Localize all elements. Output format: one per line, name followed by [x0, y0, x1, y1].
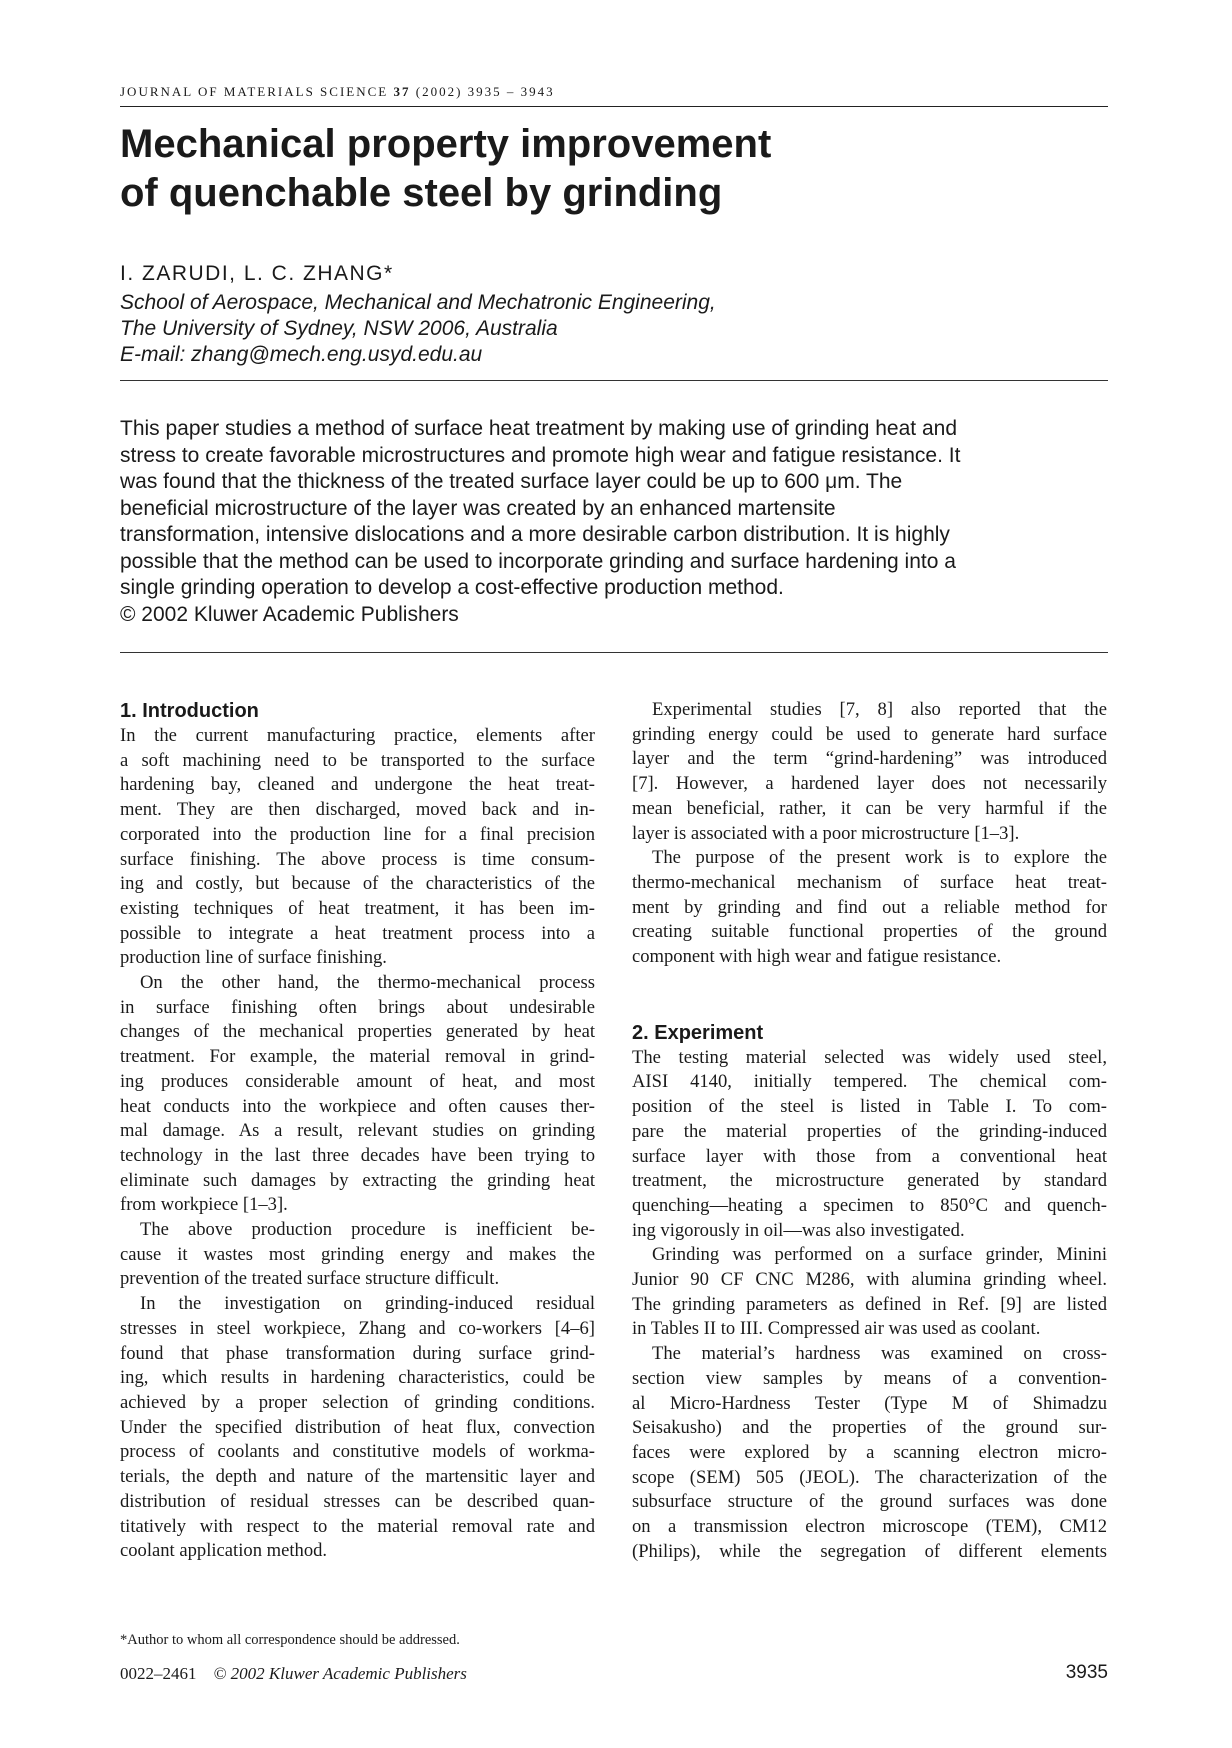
- body-line: position of the steel is listed in Table I. To com-: [632, 1096, 1107, 1118]
- body-line: eliminate such damages by extracting the grinding heat: [120, 1169, 595, 1191]
- body-line: ing vigorously in oil—was also investigated.: [632, 1219, 965, 1241]
- body-line: ment. They are then discharged, moved back and in-: [120, 799, 595, 821]
- body-line: layer is associated with a poor microstructure [1–3].: [632, 822, 1020, 844]
- body-line: prevention of the treated surface structure difficult.: [120, 1268, 500, 1290]
- body-line: In the current manufacturing practice, elements after: [120, 725, 595, 746]
- body-line: quenching—heating a specimen to 850°C and quench-: [632, 1194, 1107, 1216]
- title-line-2: of quenchable steel by grinding: [120, 171, 723, 215]
- body-line: distribution of residual stresses can be described quan-: [120, 1490, 595, 1512]
- body-line: a soft machining need to be transported to the surface: [120, 749, 595, 771]
- abstract-line: beneficial microstructure of the layer was created by an enhanced martensite: [120, 496, 836, 520]
- body-line: treatment. For example, the material removal in grind-: [120, 1046, 595, 1068]
- footer-copyright: © 2002 Kluwer Academic Publishers: [213, 1664, 467, 1683]
- body-line: The material’s hardness was examined on cross-: [652, 1343, 1107, 1365]
- abstract-copyright: © 2002 Kluwer Academic Publishers: [120, 602, 459, 626]
- body-line: grinding energy could be used to generate hard surface: [632, 723, 1107, 745]
- body-line: cause it wastes most grinding energy and makes the: [120, 1243, 595, 1265]
- affiliation: [120, 290, 716, 368]
- body-line: treatment, the microstructure generated by standard: [632, 1170, 1107, 1192]
- body-line: thermo-mechanical mechanism of surface heat treat-: [632, 871, 1107, 893]
- affiliation-line-1: School of Aerospace, Mechanical and Mechatronic Engineering,: [120, 291, 716, 314]
- body-line: heat conducts into the workpiece and often causes ther-: [120, 1095, 595, 1117]
- body-line: from workpiece [1–3].: [120, 1194, 288, 1216]
- body-line: changes of the mechanical properties generated by heat: [120, 1021, 595, 1043]
- abstract-line: possible that the method can be used to incorporate grinding and surface hardening into a: [120, 549, 956, 573]
- journal-header: [120, 84, 555, 100]
- body-line: ment by grinding and find out a reliable method for: [632, 896, 1107, 918]
- body-line: [7]. However, a hardened layer does not necessarily: [632, 773, 1107, 795]
- authors: I. ZARUDI, L. C. ZHANG*: [120, 262, 394, 285]
- footnote: *Author to whom all correspondence should be addressed.: [120, 1632, 460, 1648]
- body-line: mal damage. As a result, relevant studies on grinding: [120, 1120, 595, 1142]
- body-line: production line of surface finishing.: [120, 947, 387, 969]
- section-heading-introduction: 1. Introduction: [120, 700, 259, 722]
- journal-volume: 37: [393, 84, 411, 99]
- page-number: 3935: [1065, 1662, 1108, 1683]
- body-line: in surface finishing often brings about undesirable: [120, 996, 595, 1018]
- body-line: pare the material properties of the grinding-induced: [632, 1120, 1107, 1142]
- body-line: component with high wear and fatigue resistance.: [632, 946, 1002, 968]
- body-line: scope (SEM) 505 (JEOL). The characterization of the: [632, 1466, 1107, 1488]
- body-line: existing techniques of heat treatment, it has been im-: [120, 897, 595, 919]
- body-line: hardening bay, cleaned and undergone the heat treat-: [120, 774, 595, 796]
- paper-title: [120, 120, 771, 218]
- body-line: corporated into the production line for a final precision: [120, 823, 595, 845]
- left-column: [120, 698, 595, 1564]
- abstract-line: single grinding operation to develop a cost-effective production method.: [120, 576, 784, 599]
- abstract-line: stress to create favorable microstructures and promote high wear and fatigue resistance. It: [120, 443, 961, 467]
- body-line: ing and costly, but because of the characteristics of the: [120, 873, 595, 895]
- body-line: technology in the last three decades have been trying to: [120, 1144, 595, 1166]
- abstract-bottom-rule: [120, 652, 1108, 653]
- body-line: The testing material selected was widely used steel,: [632, 1046, 1107, 1068]
- footer-issn: 0022–2461: [120, 1664, 197, 1683]
- section-heading-experiment: 2. Experiment: [632, 1021, 764, 1044]
- journal-name: JOURNAL OF MATERIALS SCIENCE: [120, 84, 389, 99]
- body-line: surface finishing. The above process is time consum-: [120, 848, 595, 870]
- abstract-line: This paper studies a method of surface heat treatment by making use of grinding heat and: [120, 417, 957, 440]
- body-line: found that phase transformation during surface grind-: [120, 1342, 595, 1364]
- body-line: possible to integrate a heat treatment process into a: [120, 922, 595, 944]
- body-line: On the other hand, the thermo-mechanical process: [140, 972, 595, 994]
- body-line: faces were explored by a scanning electron micro-: [632, 1441, 1107, 1463]
- section-gap: [632, 970, 1107, 1020]
- body-line: ing, which results in hardening characteristics, could be: [120, 1367, 595, 1389]
- paper-page: [120, 0, 1108, 1748]
- body-line: ing produces considerable amount of heat, and most: [120, 1070, 595, 1092]
- body-line: creating suitable functional properties of the ground: [632, 921, 1107, 943]
- body-line: In the investigation on grinding-induced residual: [140, 1293, 595, 1315]
- body-line: mean beneficial, rather, it can be very harmful if the: [632, 797, 1107, 819]
- body-line: AISI 4140, initially tempered. The chemical com-: [632, 1071, 1107, 1093]
- body-line: on a transmission electron microscope (TEM), CM12: [632, 1516, 1107, 1538]
- abstract-line: transformation, intensive dislocations and a more desirable carbon distribution. It is highly: [120, 523, 950, 546]
- title-line-1: Mechanical property improvement: [120, 122, 772, 166]
- body-line: Grinding was performed on a surface grinder, Minini: [652, 1244, 1107, 1266]
- body-line: The above production procedure is inefficient be-: [140, 1219, 595, 1241]
- journal-year-pages: (2002) 3935 – 3943: [415, 84, 555, 99]
- body-line: Seisakusho) and the properties of the ground sur-: [632, 1417, 1107, 1439]
- body-line: titatively with respect to the material removal rate and: [120, 1515, 595, 1537]
- right-column: [632, 698, 1107, 1565]
- body-line: surface layer with those from a conventional heat: [632, 1145, 1107, 1167]
- body-line: in Tables II to III. Compressed air was used as coolant.: [632, 1318, 1041, 1340]
- body-line: coolant application method.: [120, 1540, 328, 1562]
- abstract-line: was found that the thickness of the treated surface layer could be up to 600 μm. The: [120, 470, 903, 493]
- body-line: The purpose of the present work is to explore the: [652, 847, 1107, 869]
- body-line: section view samples by means of a convention-: [632, 1367, 1107, 1389]
- body-line: al Micro-Hardness Tester (Type M of Shimadzu: [632, 1392, 1107, 1414]
- abstract-top-rule: [120, 380, 1108, 381]
- body-line: achieved by a proper selection of grinding conditions.: [120, 1391, 595, 1413]
- body-line: (Philips), while the segregation of different elements: [632, 1540, 1107, 1562]
- body-line: layer and the term “grind-hardening” was introduced: [632, 748, 1107, 770]
- footer-publisher: [120, 1664, 467, 1684]
- body-line: Under the specified distribution of heat flux, convection: [120, 1416, 595, 1438]
- body-line: The grinding parameters as defined in Ref. [9] are listed: [632, 1293, 1107, 1315]
- abstract: [120, 416, 1110, 628]
- body-line: Experimental studies [7, 8] also reported that the: [652, 699, 1107, 720]
- affiliation-line-2: The University of Sydney, NSW 2006, Australia: [120, 317, 558, 340]
- body-line: subsurface structure of the ground surfaces was done: [632, 1491, 1107, 1513]
- body-line: terials, the depth and nature of the martensitic layer and: [120, 1466, 595, 1488]
- body-line: Junior 90 CF CNC M286, with alumina grinding wheel.: [632, 1269, 1107, 1291]
- body-line: process of coolants and constitutive models of workma-: [120, 1441, 595, 1463]
- header-rule: [120, 106, 1108, 107]
- body-line: stresses in steel workpiece, Zhang and co-workers [4–6]: [120, 1317, 595, 1339]
- affiliation-email: E-mail: zhang@mech.eng.usyd.edu.au: [120, 343, 483, 366]
